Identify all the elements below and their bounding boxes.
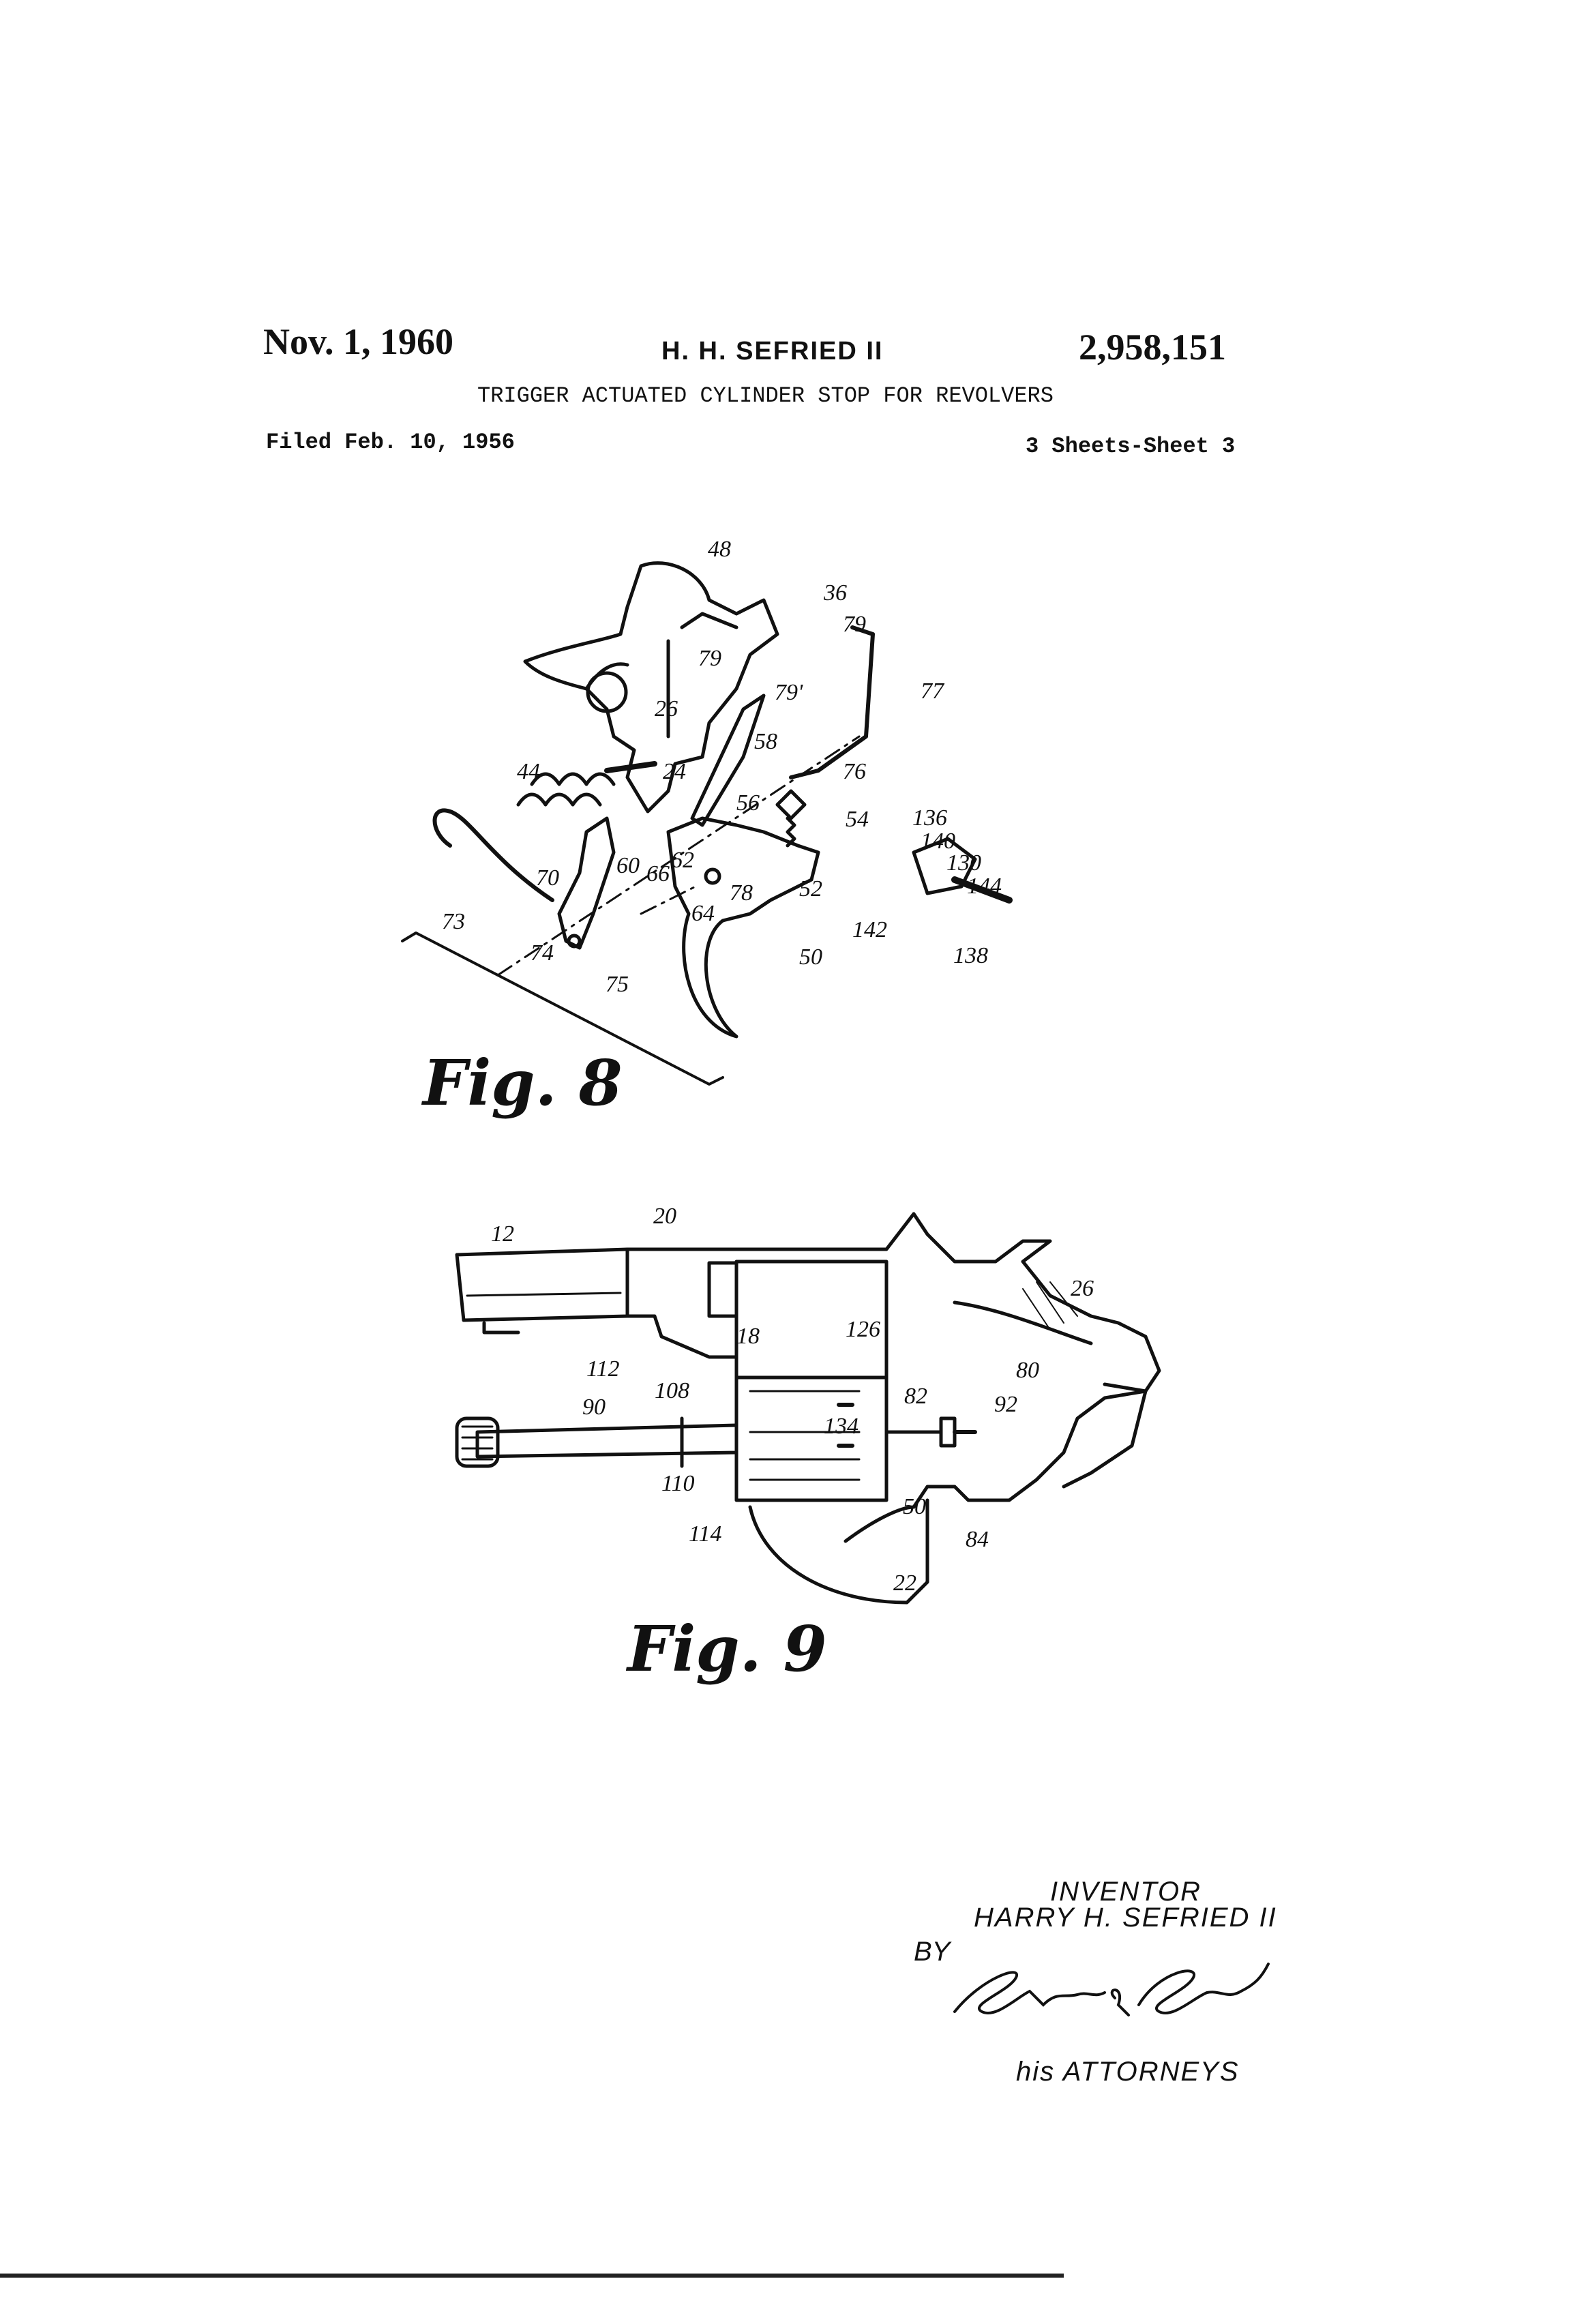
fig8-label-79b: 79 xyxy=(698,646,721,671)
fig8-label-58: 58 xyxy=(754,729,777,754)
fig8-label-64: 64 xyxy=(691,901,715,926)
fig8-label-66: 66 xyxy=(646,861,670,887)
figure-8-drawing xyxy=(382,532,1064,1146)
sheet-count: 3 Sheets-Sheet 3 xyxy=(1026,434,1236,459)
figure-9-caption: Fig. 9 xyxy=(627,1612,827,1686)
fig8-label-130: 130 xyxy=(946,850,981,876)
inventor-header: H. H. SEFRIED II xyxy=(661,337,884,366)
inventor-name: HARRY H. SEFRIED II xyxy=(974,1903,1277,1933)
fig8-label-142: 142 xyxy=(852,917,887,942)
fig9-label-20: 20 xyxy=(653,1204,676,1229)
figure-9-drawing xyxy=(436,1187,1186,1691)
fig9-label-18: 18 xyxy=(736,1324,760,1349)
fig8-label-26: 26 xyxy=(655,696,678,721)
fig8-label-60: 60 xyxy=(616,853,640,878)
fig8-label-144: 144 xyxy=(967,874,1002,899)
fig9-label-82: 82 xyxy=(904,1384,927,1409)
fig9-label-126: 126 xyxy=(846,1317,880,1342)
fig9-label-90: 90 xyxy=(582,1395,606,1420)
fig8-label-140: 140 xyxy=(921,829,955,854)
fig8-label-136: 136 xyxy=(912,805,947,831)
fig8-label-36: 36 xyxy=(824,580,847,606)
fig9-label-108: 108 xyxy=(655,1378,689,1403)
fig9-label-50: 50 xyxy=(903,1494,926,1519)
fig8-label-79a: 79 xyxy=(843,612,866,637)
bottom-border-line xyxy=(0,2274,1064,2278)
fig9-label-92: 92 xyxy=(994,1392,1017,1417)
fig8-label-77: 77 xyxy=(921,679,944,704)
fig8-label-75: 75 xyxy=(606,972,629,997)
fig9-label-26: 26 xyxy=(1071,1276,1094,1301)
patent-date: Nov. 1, 1960 xyxy=(263,321,454,362)
fig8-label-138: 138 xyxy=(953,943,988,968)
attorneys-label: his ATTORNEYS xyxy=(1016,2057,1240,2087)
by-label: BY xyxy=(914,1937,951,1967)
patent-title: TRIGGER ACTUATED CYLINDER STOP FOR REVOLVERS xyxy=(477,383,1054,408)
fig8-label-48: 48 xyxy=(708,537,731,562)
fig8-label-52: 52 xyxy=(799,876,822,902)
fig9-label-112: 112 xyxy=(586,1356,620,1382)
patent-number: 2,958,151 xyxy=(1079,327,1226,368)
fig8-label-70: 70 xyxy=(536,865,559,891)
fig9-label-12: 12 xyxy=(491,1221,514,1247)
fig8-label-62: 62 xyxy=(671,848,694,873)
fig8-label-74: 74 xyxy=(531,940,554,966)
fig9-label-22: 22 xyxy=(893,1570,916,1596)
fig8-label-24: 24 xyxy=(663,759,686,784)
fig8-label-44: 44 xyxy=(517,759,540,784)
fig9-label-134: 134 xyxy=(824,1414,859,1439)
fig8-label-54: 54 xyxy=(846,807,869,832)
fig8-label-50: 50 xyxy=(799,944,822,970)
filed-date: Filed Feb. 10, 1956 xyxy=(266,430,515,455)
fig8-label-79prime: 79' xyxy=(775,680,803,705)
fig8-label-76: 76 xyxy=(843,759,866,784)
fig9-label-114: 114 xyxy=(689,1521,722,1547)
fig9-label-84: 84 xyxy=(966,1527,989,1552)
hammer-part xyxy=(525,563,777,811)
figure-8-caption: Fig. 8 xyxy=(423,1046,623,1120)
fig8-label-56: 56 xyxy=(736,790,760,816)
fig8-label-73: 73 xyxy=(442,909,465,934)
fig8-label-78: 78 xyxy=(730,880,753,906)
fig9-label-110: 110 xyxy=(661,1471,695,1496)
attorney-signature xyxy=(941,1950,1282,2032)
inventor-label: INVENTOR xyxy=(1050,1877,1202,1907)
fig9-label-80: 80 xyxy=(1016,1358,1039,1383)
